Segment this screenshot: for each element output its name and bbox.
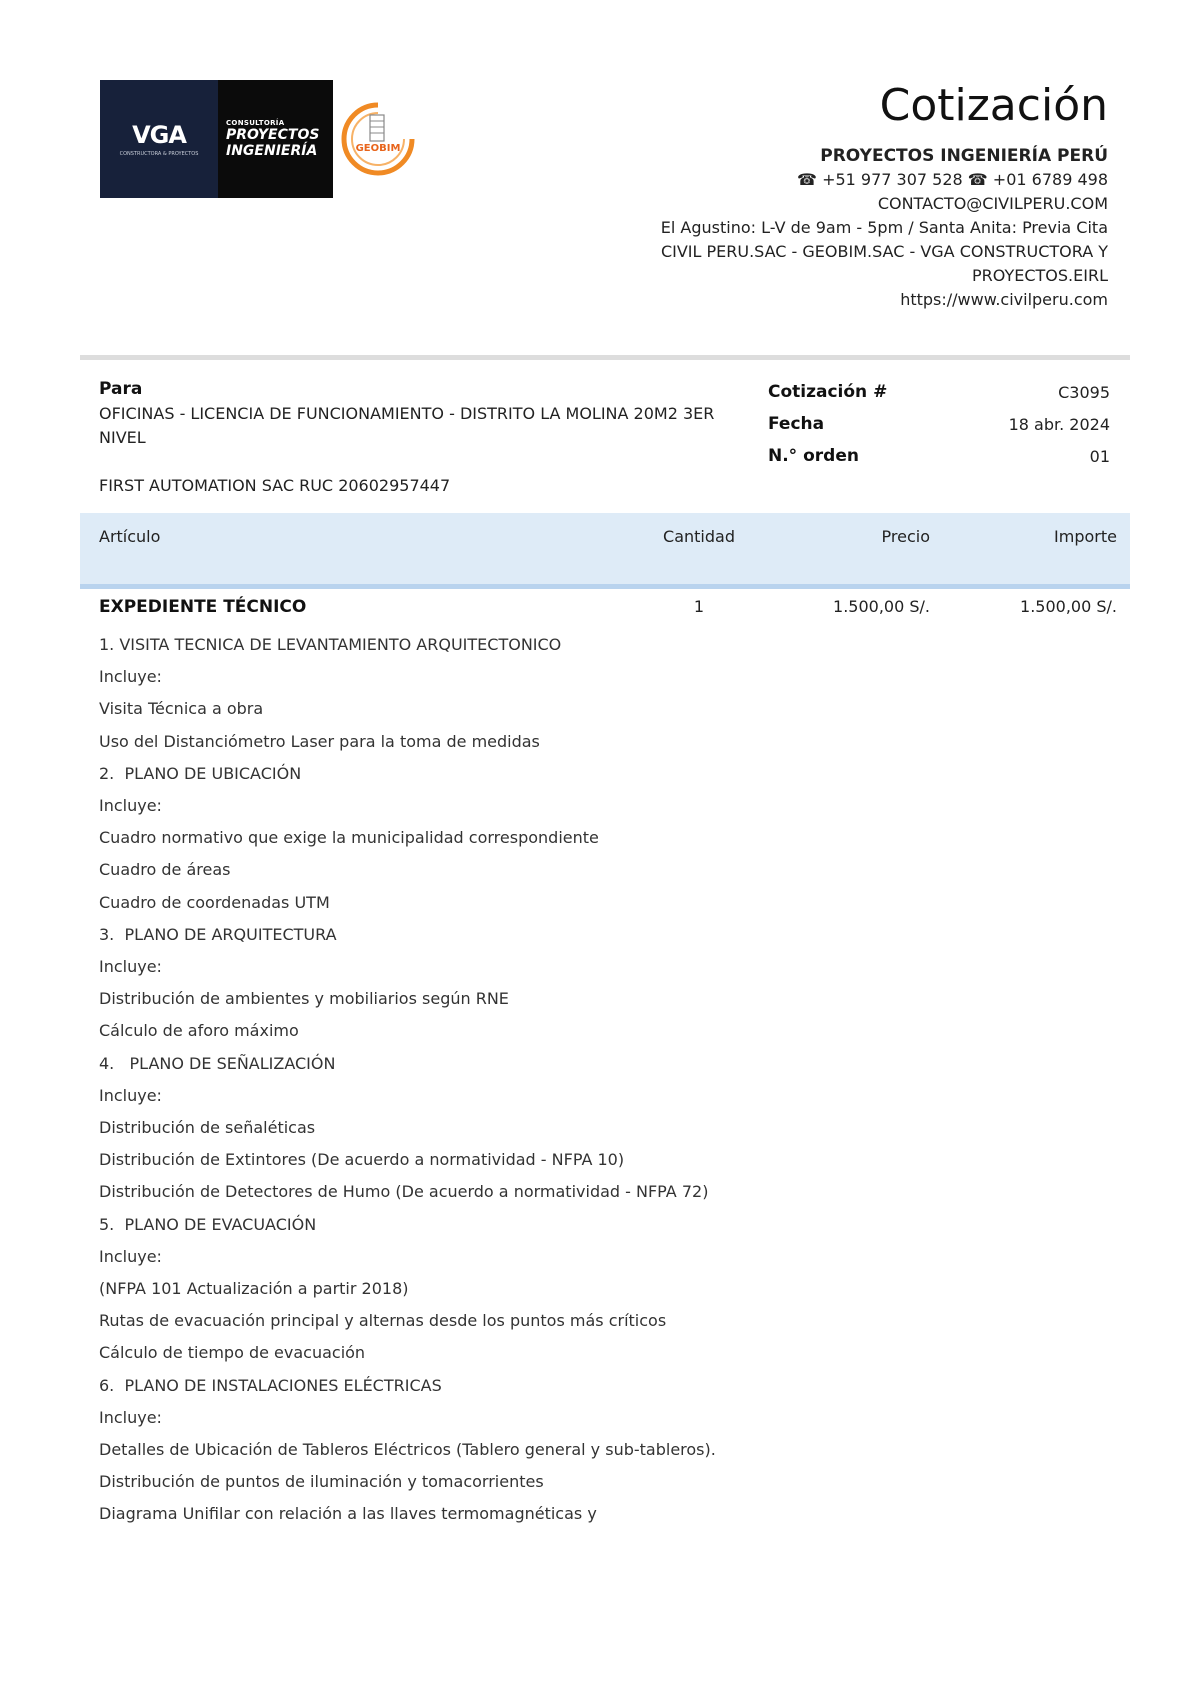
client-name: FIRST AUTOMATION SAC RUC 20602957447 <box>99 476 451 495</box>
description-line: Detalles de Ubicación de Tableros Eléctricos (Tablero general y sub-tableros). <box>99 1440 716 1460</box>
company-phones: ☎ +51 977 307 528 ☎ +01 6789 498 <box>797 170 1108 189</box>
description-line: Distribución de puntos de iluminación y tomacorrientes <box>99 1472 544 1492</box>
project-description: OFICINAS - LICENCIA DE FUNCIONAMIENTO - DISTRITO LA MOLINA 20M2 3ER NIVEL <box>99 404 715 447</box>
description-line: Incluye: <box>99 667 162 687</box>
description-line: Cálculo de aforo máximo <box>99 1021 299 1041</box>
header-amount: Importe <box>1054 527 1117 546</box>
quote-number-value: C3095 <box>1058 382 1110 402</box>
geobim-logo-icon <box>340 101 416 177</box>
description-line: 4. PLANO DE SEÑALIZACIÓN <box>99 1053 336 1073</box>
description-line: Incluye: <box>99 1407 162 1427</box>
geobim-logo <box>333 80 423 198</box>
proyectos-logo-line2: PROYECTOS <box>226 127 320 143</box>
description-line: (NFPA 101 Actualización a partir 2018) <box>99 1279 409 1299</box>
description-line: 6. PLANO DE INSTALACIONES ELÉCTRICAS <box>99 1375 442 1395</box>
description-line: Distribución de ambientes y mobiliarios según RNE <box>99 989 509 1009</box>
description-line: Uso del Distanciómetro Laser para la toma de medidas <box>99 731 540 751</box>
description-line: Cuadro de áreas <box>99 860 231 880</box>
vga-logo-subtext: CONSTRUCTORA & PROYECTOS <box>119 151 199 157</box>
item-amount: 1.500,00 S/. <box>1020 597 1117 616</box>
item-description <box>99 629 729 1531</box>
page-title: Cotización <box>879 80 1108 131</box>
proyectos-ingenieria-logo <box>218 80 333 198</box>
description-line: 1. VISITA TECNICA DE LEVANTAMIENTO ARQUITECTONICO <box>99 635 562 654</box>
description-line: Incluye: <box>99 796 162 816</box>
description-line: Distribución de Extintores (De acuerdo a normatividad - NFPA 10) <box>99 1150 625 1170</box>
order-label: N.° orden <box>768 446 859 466</box>
description-line: 3. PLANO DE ARQUITECTURA <box>99 924 337 944</box>
item-name: EXPEDIENTE TÉCNICO <box>99 597 307 617</box>
company-website[interactable]: https://www.civilperu.com <box>900 290 1108 309</box>
description-line: Incluye: <box>99 1246 162 1266</box>
order-row <box>768 440 1110 472</box>
description-line: 5. PLANO DE EVACUACIÓN <box>99 1214 317 1234</box>
quote-number-label: Cotización # <box>768 382 888 402</box>
date-label: Fecha <box>768 414 825 434</box>
quote-number-row <box>768 376 1110 408</box>
geobim-logo-text: GEOBIM <box>355 143 401 154</box>
vga-logo-text: VGA <box>132 121 186 149</box>
company-email: CONTACTO@CIVILPERU.COM <box>877 194 1108 213</box>
table-header <box>80 513 1130 589</box>
header-price: Precio <box>881 527 930 546</box>
item-price: 1.500,00 S/. <box>833 597 930 616</box>
header-divider <box>80 355 1130 360</box>
description-line: Distribución de Detectores de Humo (De acuerdo a normatividad - NFPA 72) <box>99 1182 709 1202</box>
description-line: Cálculo de tiempo de evacuación <box>99 1343 366 1363</box>
description-line: Incluye: <box>99 1085 162 1105</box>
bill-to-label: Para <box>99 379 143 399</box>
description-line: Distribución de señaléticas <box>99 1118 316 1138</box>
proyectos-logo-line1: CONSULTORÍA <box>226 119 285 127</box>
date-row <box>768 408 1110 440</box>
company-list: CIVIL PERU.SAC - GEOBIM.SAC - VGA CONSTRUCTORA Y PROYECTOS.EIRL <box>660 242 1108 285</box>
description-line: 2. PLANO DE UBICACIÓN <box>99 763 302 783</box>
company-hours: El Agustino: L-V de 9am - 5pm / Santa Anita: Previa Cita <box>660 218 1108 237</box>
description-line: Diagrama Unifilar con relación a las llaves termomagnéticas y <box>99 1504 597 1524</box>
logo-group <box>100 80 423 198</box>
description-line: Visita Técnica a obra <box>99 699 264 719</box>
description-line: Cuadro normativo que exige la municipalidad correspondiente <box>99 828 599 848</box>
description-line: Cuadro de coordenadas UTM <box>99 892 330 912</box>
header-article: Artículo <box>99 527 161 546</box>
company-name: PROYECTOS INGENIERÍA PERÚ <box>820 146 1108 166</box>
order-value: 01 <box>1089 446 1110 466</box>
company-info <box>588 78 1108 312</box>
header-quantity: Cantidad <box>663 527 735 546</box>
description-line: Incluye: <box>99 957 162 977</box>
item-quantity: 1 <box>693 597 705 616</box>
date-value: 18 abr. 2024 <box>1008 414 1110 434</box>
bill-to-section <box>99 376 739 498</box>
vga-logo <box>100 80 218 198</box>
description-line: Rutas de evacuación principal y alternas desde los puntos más críticos <box>99 1311 667 1331</box>
proyectos-logo-line3: INGENIERÍA <box>226 143 318 159</box>
quote-meta <box>768 376 1110 472</box>
